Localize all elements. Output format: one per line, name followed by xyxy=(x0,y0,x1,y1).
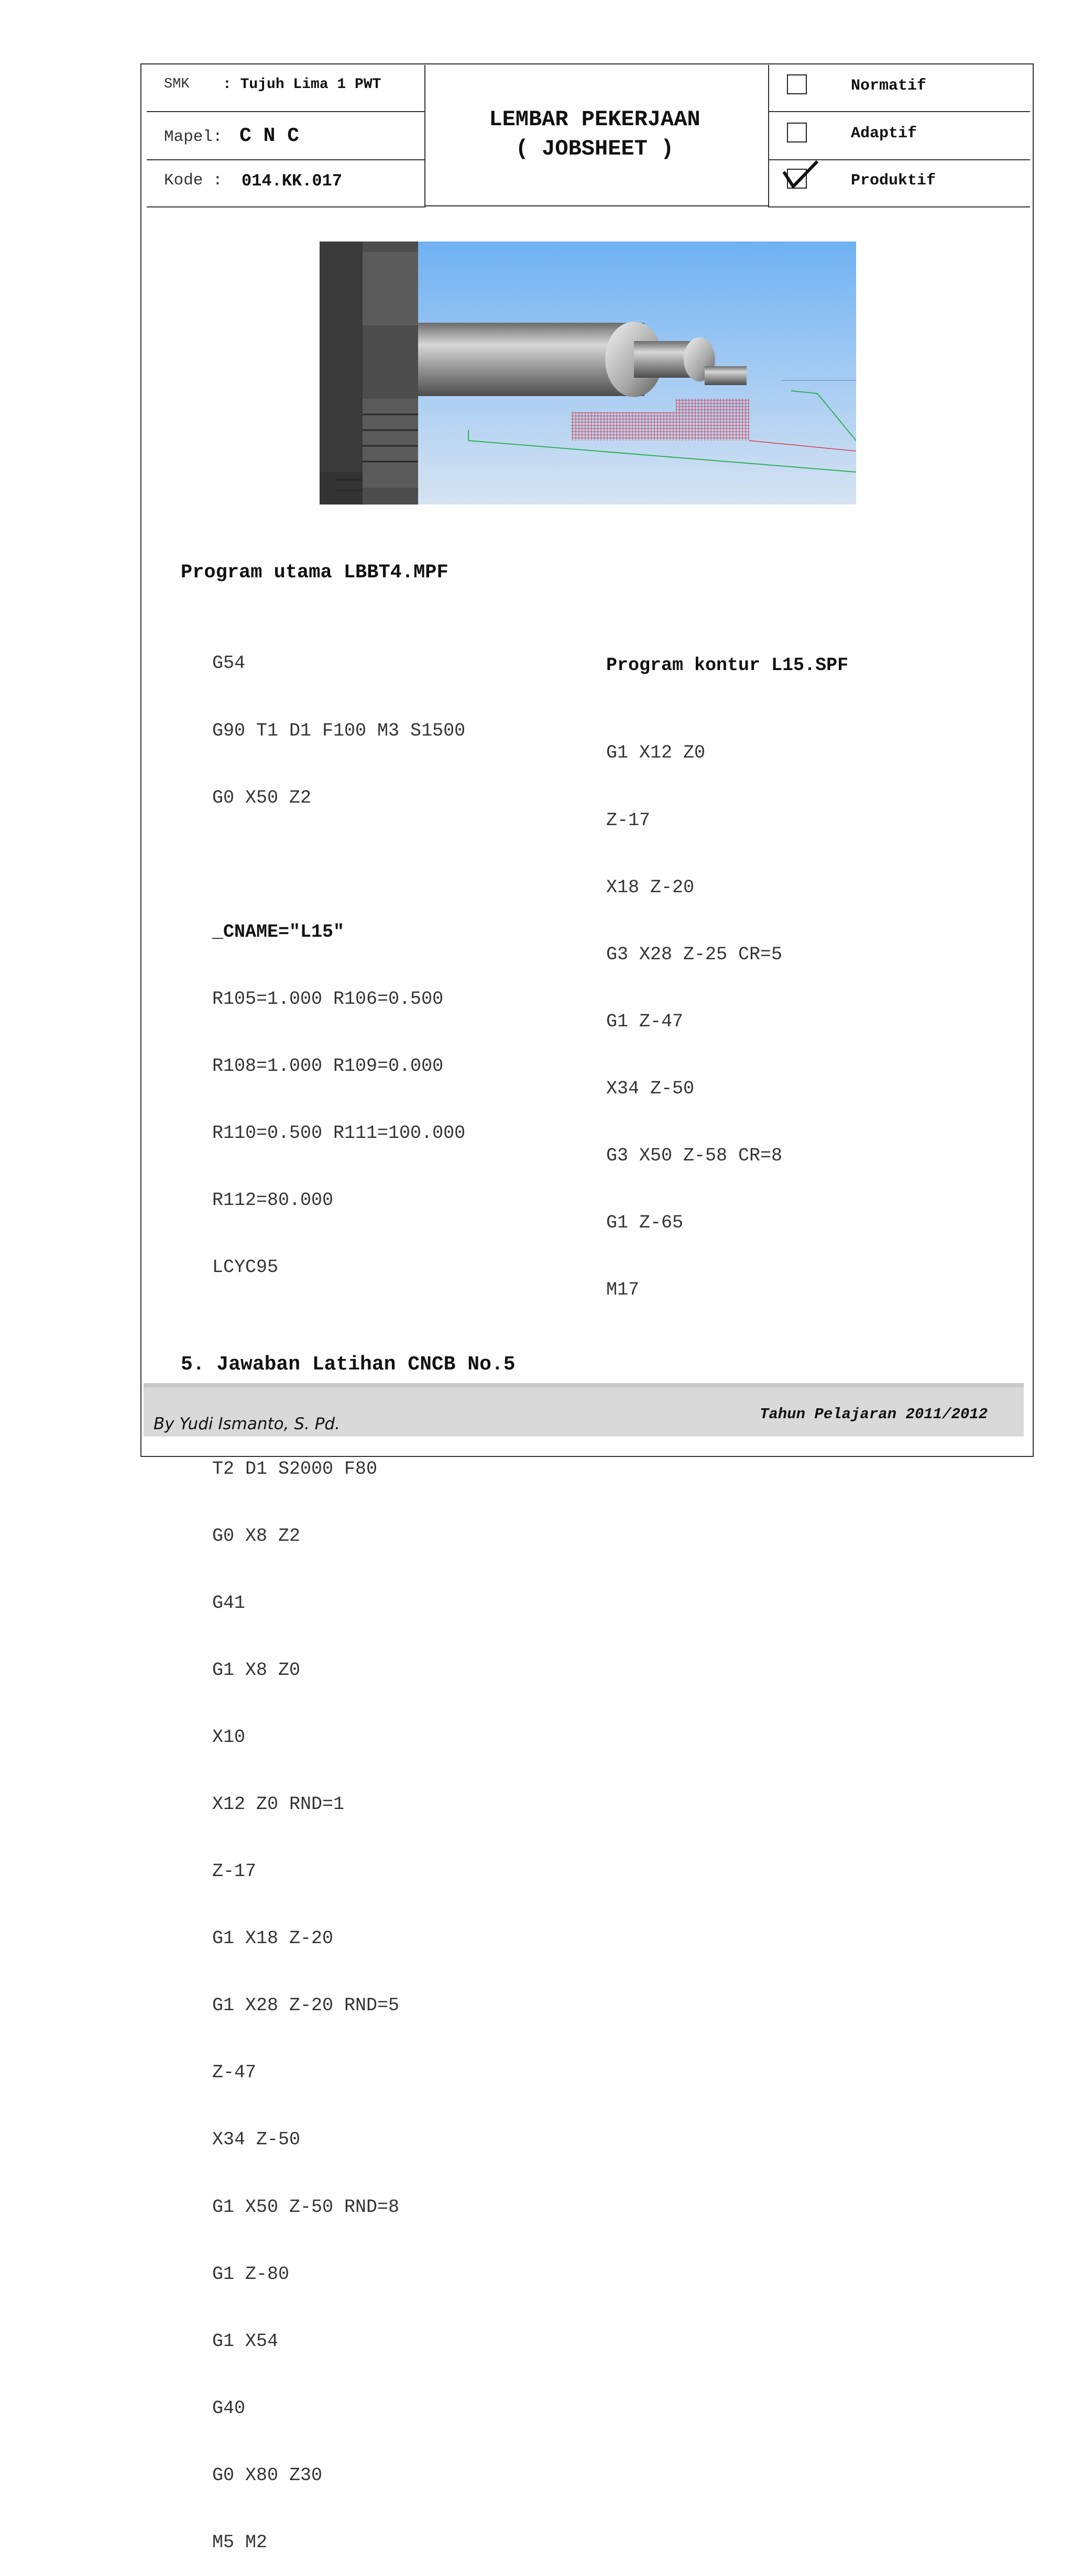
mapel-value: C N C xyxy=(239,125,300,147)
normatif-checkbox[interactable] xyxy=(787,74,807,94)
code-line: Z-47 xyxy=(212,2062,257,2084)
title-line-1: LEMBAR PEKERJAAN xyxy=(489,107,700,132)
code-line: G1 X54 xyxy=(212,2330,279,2352)
smk-label: SMK xyxy=(164,76,190,92)
code-line: T2 D1 S2000 F80 xyxy=(212,1458,378,1479)
code-line: M17 xyxy=(606,1279,640,1301)
footer-author: By Yudi Ismanto, S. Pd. xyxy=(154,1415,340,1433)
smk-value: : Tujuh Lima 1 PWT xyxy=(223,76,381,93)
code-line: G40 xyxy=(212,2397,246,2419)
header-rule xyxy=(424,205,768,206)
code-line: G1 X50 Z-50 RND=8 xyxy=(212,2196,400,2218)
code-line: LCYC95 xyxy=(212,1257,279,1278)
code-line: X10 xyxy=(212,1726,246,1748)
code-line: G1 X28 Z-20 RND=5 xyxy=(212,1995,400,2016)
produktif-label: Produktif xyxy=(851,172,936,190)
code-line: M5 M2 xyxy=(212,2532,268,2553)
header-rule xyxy=(147,111,424,112)
main-program-code xyxy=(212,608,465,2576)
code-line: G90 T1 D1 F100 M3 S1500 xyxy=(212,720,466,741)
header-divider-right xyxy=(768,65,769,207)
code-line: G0 X8 Z2 xyxy=(212,1525,301,1547)
code-line: G1 Z-65 xyxy=(606,1212,684,1234)
header-rule xyxy=(147,206,424,207)
code-line: X18 Z-20 xyxy=(606,876,695,898)
adaptif-checkbox[interactable] xyxy=(787,123,807,142)
footer-year: Tahun Pelajaran 2011/2012 xyxy=(760,1406,988,1423)
main-program-heading: Program utama LBBT4.MPF xyxy=(181,562,448,584)
contour-program-heading: Program kontur L15.SPF xyxy=(606,655,849,676)
code-line: X12 Z0 RND=1 xyxy=(212,1794,345,1815)
code-line: G3 X28 Z-25 CR=5 xyxy=(606,944,783,965)
code-line xyxy=(212,1323,465,1346)
section-heading: 5. Jawaban Latihan CNCB No.5 xyxy=(181,1353,516,1376)
code-line: G0 X80 Z30 xyxy=(212,2464,323,2486)
check-mark-icon xyxy=(780,157,822,194)
code-line: G3 X50 Z-58 CR=8 xyxy=(606,1145,783,1166)
document-title xyxy=(424,105,765,163)
header-rule xyxy=(147,159,424,160)
code-line: G0 X50 Z2 xyxy=(212,787,312,808)
code-line: G1 Z-47 xyxy=(606,1011,684,1032)
code-line: R105=1.000 R106=0.500 xyxy=(212,988,444,1010)
code-line: G1 Z-80 xyxy=(212,2263,290,2285)
cnc-simulation-image xyxy=(320,242,856,505)
header-rule xyxy=(768,206,1030,207)
code-line: R108=1.000 R109=0.000 xyxy=(212,1055,444,1077)
code-line: G41 xyxy=(212,1592,246,1614)
kode-label: Kode : xyxy=(164,171,223,190)
code-line: G1 X8 Z0 xyxy=(212,1659,301,1681)
code-line: X34 Z-50 xyxy=(212,2129,301,2151)
mapel-label: Mapel: xyxy=(164,128,223,146)
code-line: G54 xyxy=(212,653,246,674)
code-line: Z-17 xyxy=(212,1861,257,1882)
title-line-2: ( JOBSHEET ) xyxy=(515,136,674,161)
adaptif-label: Adaptif xyxy=(851,125,917,142)
code-line: X34 Z-50 xyxy=(606,1078,695,1099)
kode-value: 014.KK.017 xyxy=(242,171,343,191)
code-line: _CNAME="L15" xyxy=(212,921,345,942)
header-rule xyxy=(768,111,1030,112)
code-line: Z-17 xyxy=(606,809,651,831)
normatif-label: Normatif xyxy=(851,77,927,95)
code-line: G1 X12 Z0 xyxy=(606,742,706,764)
footer-rule xyxy=(144,1383,1024,1387)
code-line: R110=0.500 R111=100.000 xyxy=(212,1123,466,1144)
contour-program-code xyxy=(606,697,782,1324)
code-line: G1 X18 Z-20 xyxy=(212,1928,334,1949)
code-line: R112=80.000 xyxy=(212,1190,334,1211)
code-line xyxy=(212,854,465,876)
